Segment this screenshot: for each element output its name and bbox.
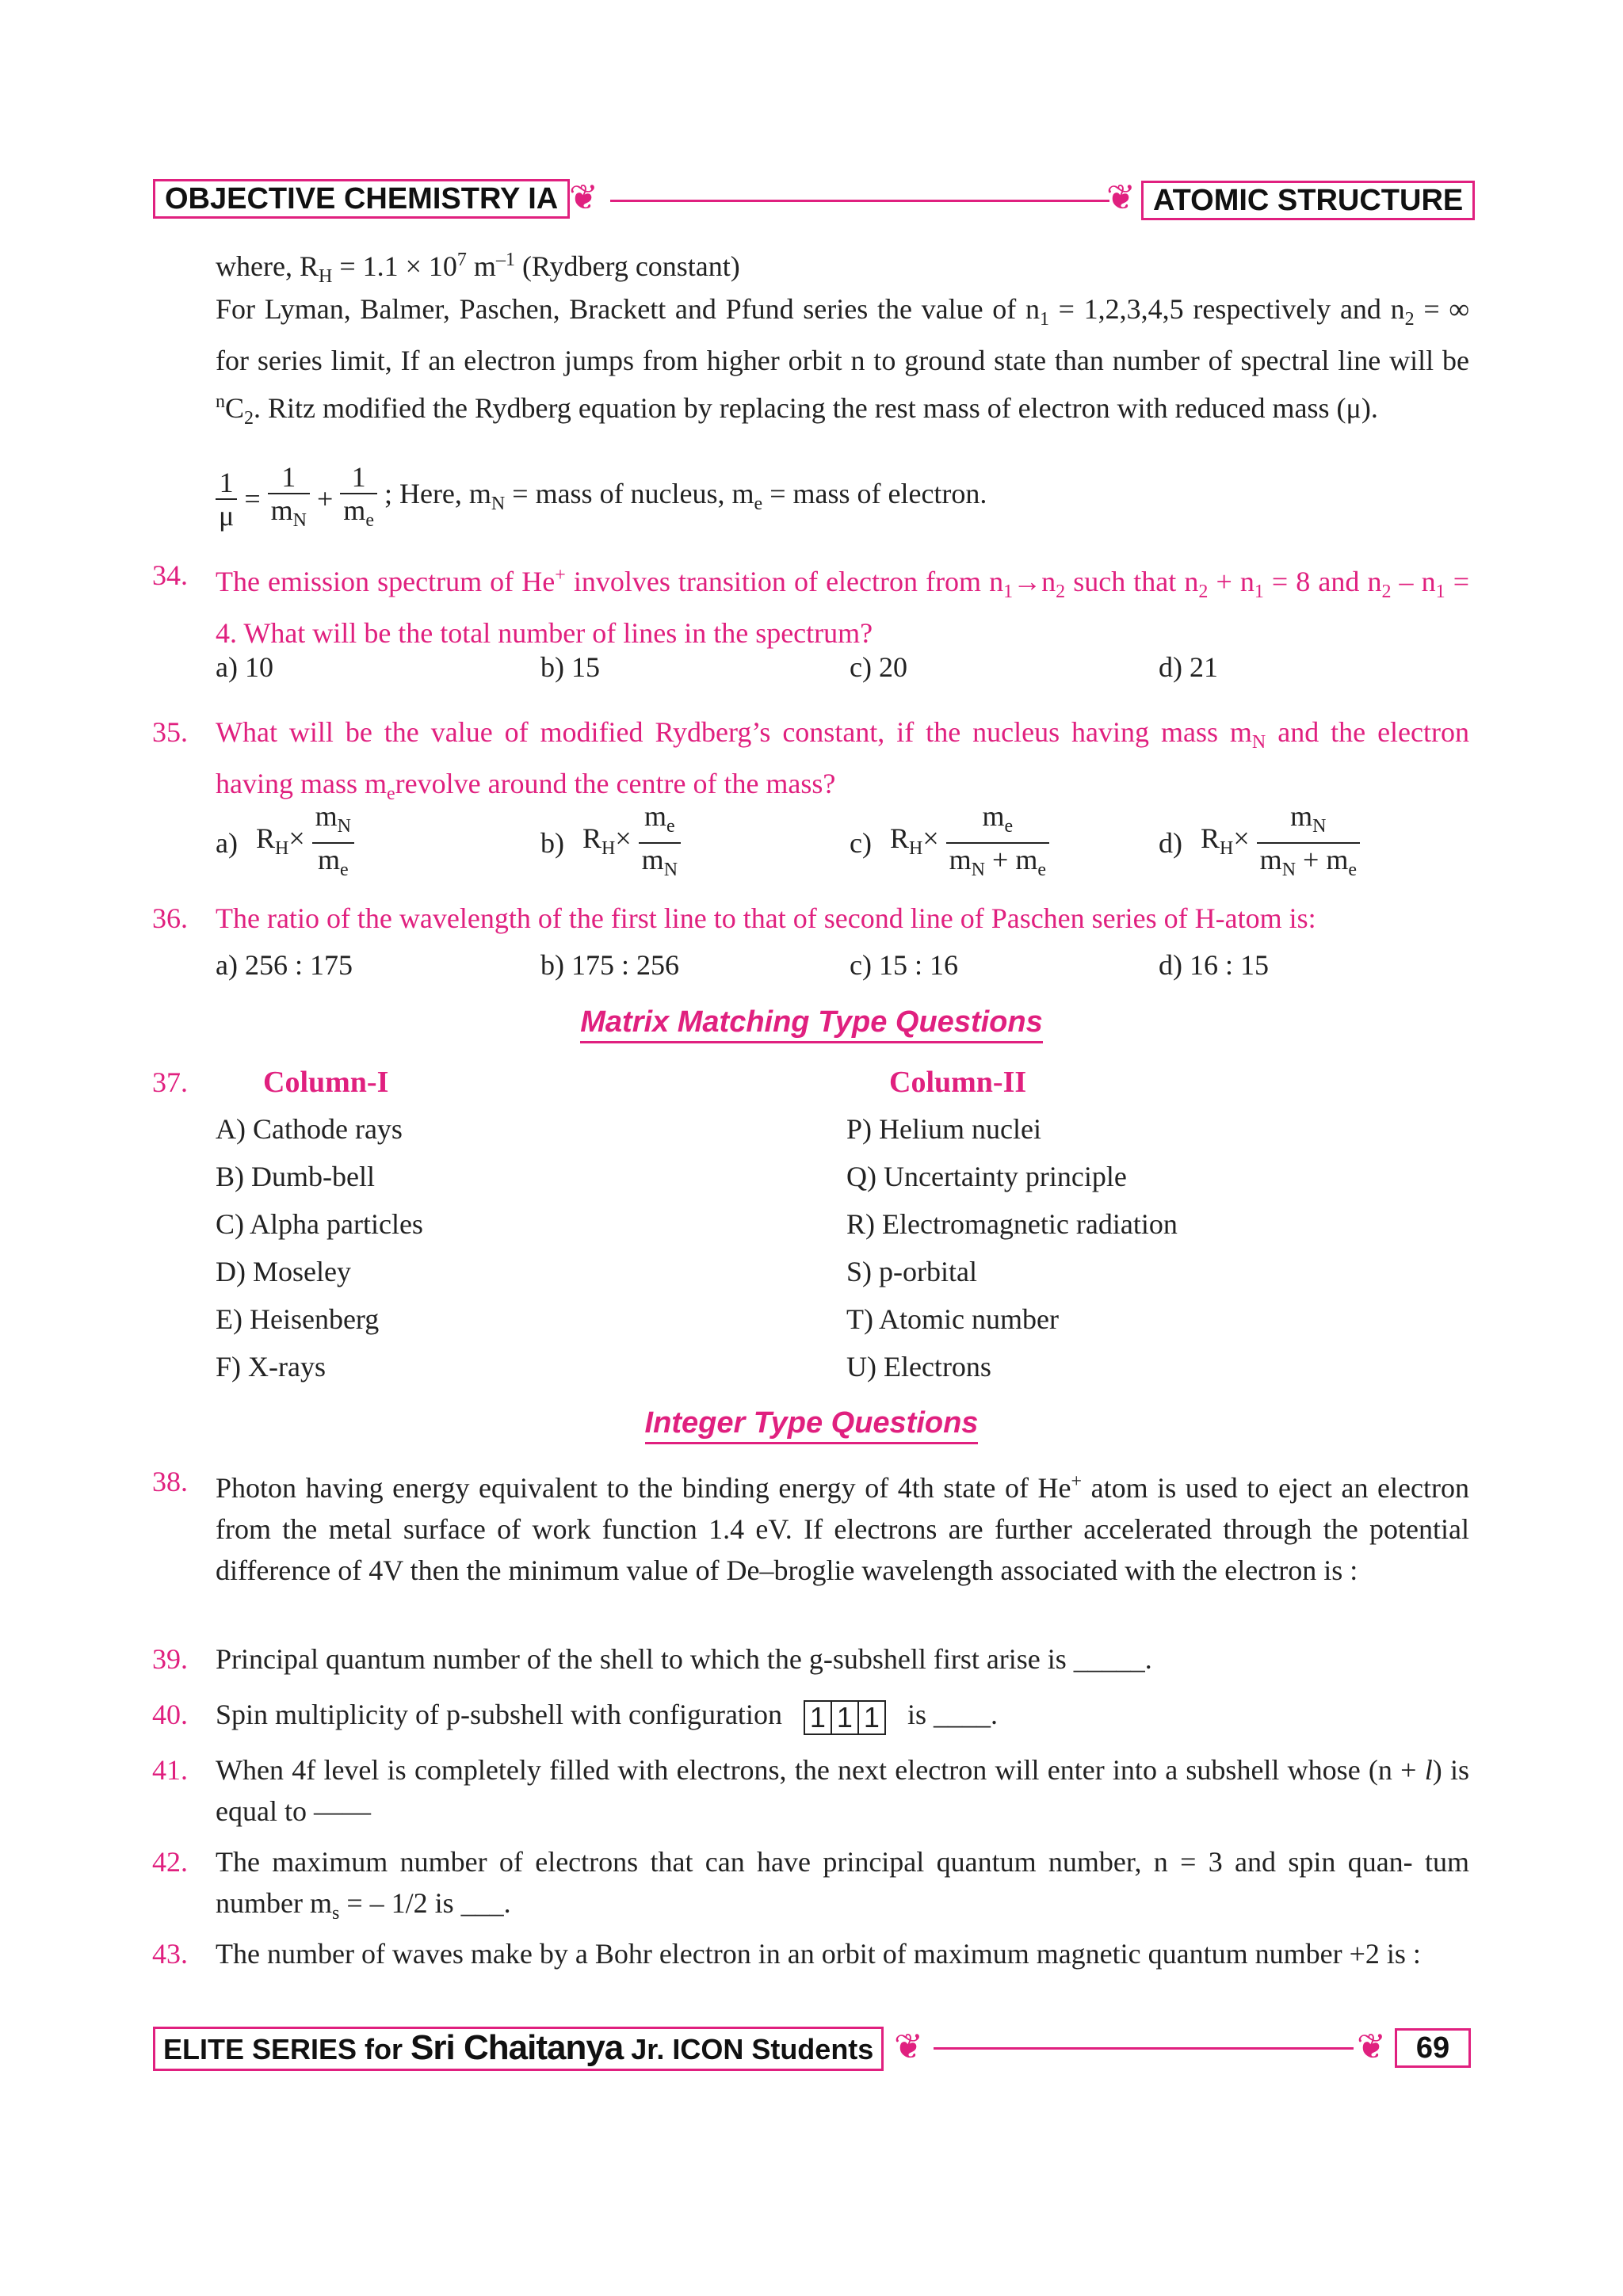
header-right-title bbox=[1141, 181, 1475, 220]
question-number: 34. bbox=[152, 559, 188, 591]
question-number: 37. bbox=[152, 1066, 188, 1098]
option-c: c) 15 : 16 bbox=[850, 949, 958, 981]
column-2-header: Column-II bbox=[889, 1066, 1027, 1099]
column-1-item: C) Alpha particles bbox=[216, 1208, 423, 1240]
floral-swirl-icon: ❦ bbox=[1357, 2027, 1386, 2066]
column-2-item: P) Helium nuclei bbox=[846, 1113, 1041, 1145]
header-left-text: OBJECTIVE CHEMISTRY IA bbox=[165, 182, 559, 215]
orbital-box: 1 bbox=[804, 1700, 832, 1735]
question-number: 42. bbox=[152, 1846, 188, 1878]
column-2-item: T) Atomic number bbox=[846, 1303, 1059, 1335]
series-paragraph: For Lyman, Balmer, Paschen, Brackett and Pfund series the value of $n_1 = 1,2,3,4,5$ respectively and $n_2$ = ∞ for series limit, If an electron jumps from higher orbit n to ground state than number of spectral line will be $^nC_2$. Ritz modified the Rydberg equation by replacing the rest mass of electron with reduced mass (μ). bbox=[216, 293, 1469, 429]
section-title-integer: Integer Type Questions bbox=[0, 1404, 1623, 1444]
floral-swirl-icon: ❦ bbox=[894, 2027, 923, 2066]
option-a: a) 10 bbox=[216, 651, 273, 683]
column-2-item: S) p-orbital bbox=[846, 1256, 977, 1287]
question-number: 41. bbox=[152, 1754, 188, 1786]
option-d: d) 16 : 15 bbox=[1159, 949, 1269, 981]
option-b: b) 175 : 256 bbox=[540, 949, 679, 981]
question-36-text: The ratio of the wavelength of the first line to that of second line of Paschen series of H-atom is: bbox=[216, 902, 1316, 934]
reduced-mass-equation: $\frac{1}{\mu}$ = $\frac{1}{m_N}$ + $\frac{1}{m_e}$ ; Here, $m_N$ = mass of nucleus, $m_e$ = mass of electron. bbox=[216, 461, 987, 536]
page-number: 69 bbox=[1395, 2028, 1471, 2068]
question-number: 36. bbox=[152, 902, 188, 934]
question-39-text: Principal quantum number of the shell to which the g-subshell first arise is _____. bbox=[216, 1643, 1152, 1675]
column-1-item: F) X-rays bbox=[216, 1351, 326, 1383]
question-number: 38. bbox=[152, 1466, 188, 1497]
question-number: 43. bbox=[152, 1938, 188, 1970]
footer-series-title: ELITE SERIES for Sri Chaitanya Jr. ICON Students bbox=[153, 2027, 884, 2071]
column-2-item: U) Electrons bbox=[846, 1351, 991, 1383]
spin-configuration-boxes bbox=[804, 1699, 886, 1733]
option-a: a) 256 : 175 bbox=[216, 949, 353, 981]
option-c: c) 20 bbox=[850, 651, 907, 683]
floral-swirl-icon: ❦ bbox=[1106, 178, 1136, 217]
option-b: b) 15 bbox=[540, 651, 600, 683]
header-right-text: ATOMIC STRUCTURE bbox=[1153, 184, 1464, 217]
option-a: a) $R_H\times$ $\frac{m_N}{m_e}$ bbox=[216, 800, 354, 886]
orbital-box: 1 bbox=[859, 1700, 886, 1735]
question-number: 39. bbox=[152, 1643, 188, 1675]
column-1-item: B) Dumb-bell bbox=[216, 1161, 375, 1192]
footer-rule bbox=[934, 2047, 1354, 2050]
column-1-item: D) Moseley bbox=[216, 1256, 351, 1287]
question-34-text: The emission spectrum of He+ involves transition of electron from $n_1\to n_2$ such that $n_2 + n_1 = 8$ and $n_2 - n_1 = 4$. What will be the total number of lines in the spectrum? bbox=[216, 565, 1470, 650]
column-1-item: E) Heisenberg bbox=[216, 1303, 380, 1335]
column-2-item: Q) Uncertainty principle bbox=[846, 1161, 1127, 1192]
question-number: 35. bbox=[152, 716, 188, 748]
column-1-item: A) Cathode rays bbox=[216, 1113, 403, 1145]
question-number: 40. bbox=[152, 1699, 188, 1730]
option-d: d) $R_H\times$ $\frac{m_N}{m_N + m_e}$ bbox=[1159, 800, 1360, 886]
orbital-box: 1 bbox=[832, 1700, 859, 1735]
section-title-matrix: Matrix Matching Type Questions bbox=[0, 1003, 1623, 1043]
column-2-item: R) Electromagnetic radiation bbox=[846, 1208, 1178, 1240]
question-40-text: Spin multiplicity of p-subshell with configuration 1 1 1 is ____. bbox=[216, 1699, 998, 1733]
column-1-header: Column-I bbox=[263, 1066, 389, 1099]
question-43-text: The number of waves make by a Bohr electron in an orbit of maximum magnetic quantum number +2 is : bbox=[216, 1938, 1421, 1970]
question-42-text: The maximum number of electrons that can have principal quantum number, n = 3 and spin quan- tum number $m_s$ = – 1/2 is ___. bbox=[216, 1846, 1469, 1924]
question-35-text: What will be the value of modified Rydberg’s constant, if the nucleus having mass $m_N$ and the electron having mass $m_erevolve$ around the centre of the mass? bbox=[216, 716, 1469, 805]
option-d: d) 21 bbox=[1159, 651, 1218, 683]
question-41-text: When 4f level is completely filled with electrons, the next electron will enter into a subshell whose (n + l) is equal to —— bbox=[216, 1754, 1470, 1827]
rydberg-constant-line: where, $R_H = 1.1 \times 10^7$ $m^{-1}$ (Rydberg constant) bbox=[216, 250, 740, 288]
option-c: c) $R_H\times$ $\frac{m_e}{m_N + m_e}$ bbox=[850, 800, 1049, 886]
option-b: b) $R_H\times$ $\frac{m_e}{m_N}$ bbox=[540, 800, 681, 886]
header-left-title bbox=[153, 179, 570, 219]
header-rule bbox=[610, 200, 1109, 202]
question-38-text: Photon having energy equivalent to the binding energy of 4th state of He+ atom is used to eject an electron from the metal surface of work function 1.4 eV. If electrons are further accelerated through the potential difference of 4V then the minimum value of De–broglie wavelength associated with the electron is : bbox=[216, 1471, 1469, 1586]
floral-swirl-icon: ❦ bbox=[569, 178, 598, 217]
